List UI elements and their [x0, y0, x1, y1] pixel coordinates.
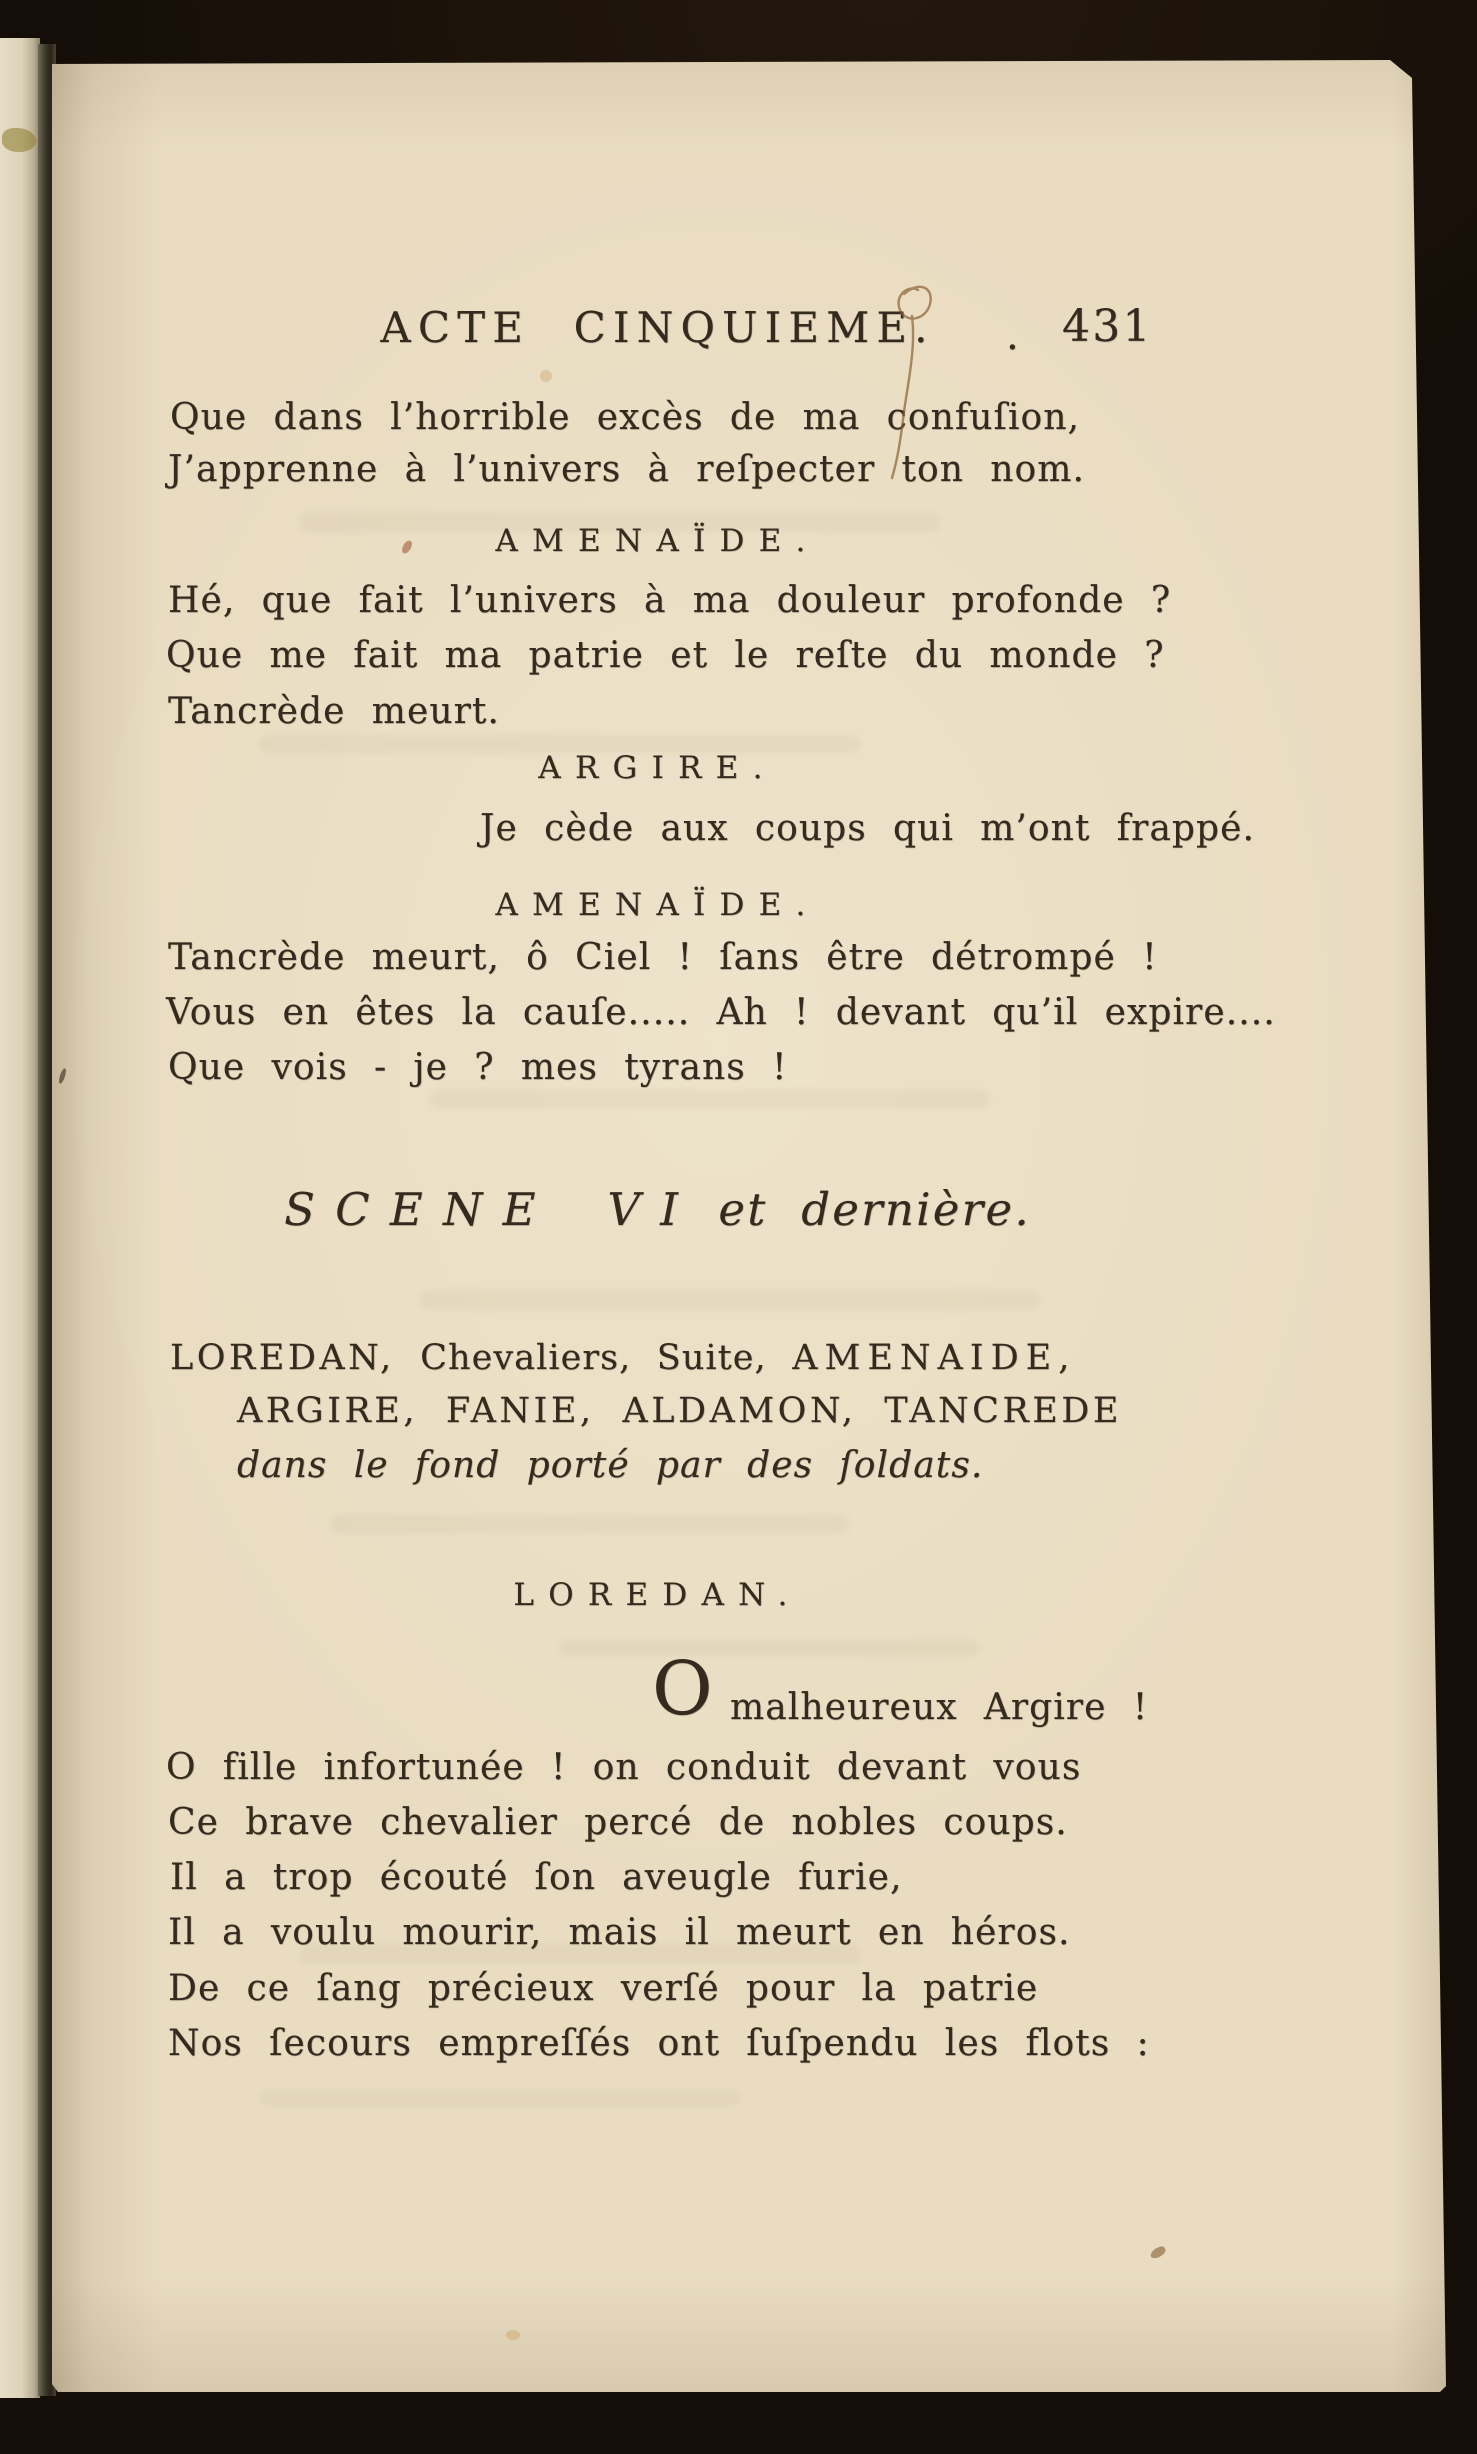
scene-qualifier: et dernière. — [718, 1183, 1031, 1236]
show-through-smudge — [430, 1090, 990, 1108]
cast-roles: Chevaliers, Suite, — [420, 1338, 767, 1378]
verse-line: Tancrède meurt, ô Ciel ! ſans être détrompé ! — [168, 937, 1158, 978]
show-through-smudge — [300, 512, 940, 532]
binding-wear-mark — [2, 128, 36, 152]
verse-line: Que vois - je ? mes tyrans ! — [168, 1047, 788, 1088]
cast-line — [170, 1337, 1076, 1379]
speaker-amenaide: AMENAÏDE. — [495, 887, 820, 923]
verse-line: Il a voulu mourir, mais il meurt en héros. — [168, 1912, 1071, 1953]
cast-line: ARGIRE, FANIE, ALDAMON, TANCREDE — [237, 1391, 1122, 1431]
facing-page-edge — [0, 38, 40, 2398]
verse-line: De ce ſang précieux verſé pour la patrie — [168, 1968, 1039, 2009]
show-through-smudge — [560, 1640, 980, 1656]
show-through-smudge — [420, 1290, 1040, 1310]
cast-name: LOREDAN, — [170, 1338, 395, 1378]
dropcap-initial: O — [652, 1646, 715, 1732]
page-number: 431 — [1062, 301, 1153, 352]
act-heading: ACTE CINQUIEME. — [380, 303, 935, 352]
verse-line: J’apprenne à l’univers à reſpecter ton nom. — [168, 449, 1085, 490]
verse-line: Tancrède meurt. — [168, 691, 500, 732]
verse-line: malheureux Argire ! — [730, 1687, 1149, 1728]
stray-dot: . — [1006, 313, 1020, 359]
paper-stain — [506, 2330, 520, 2340]
speaker-argire: ARGIRE. — [538, 750, 777, 786]
speaker-amenaide: AMENAÏDE. — [495, 523, 820, 559]
verse-line: Hé, que fait l’univers à ma douleur profonde ? — [168, 580, 1172, 621]
speaker-loredan: LOREDAN. — [513, 1577, 802, 1613]
show-through-smudge — [260, 2090, 740, 2106]
show-through-smudge — [260, 735, 860, 753]
paper-stain — [540, 370, 552, 382]
verse-line: Ce brave chevalier percé de nobles coups. — [168, 1802, 1068, 1843]
verse-line: Que me fait ma patrie et le reſte du monde ? — [166, 635, 1165, 676]
verse-line: Nos ſecours empreſſés ont ſuſpendu les flots : — [168, 2023, 1150, 2064]
verse-line: Que dans l’horrible excès de ma confuſion, — [170, 397, 1081, 438]
scene-number: SCENE VI — [284, 1183, 699, 1236]
verse-line: Il a trop écouté ſon aveugle furie, — [170, 1857, 903, 1898]
handwritten-ink-curl — [868, 272, 938, 482]
show-through-smudge — [330, 1515, 850, 1533]
cast-name: AMENAIDE, — [792, 1338, 1077, 1378]
stage-direction: dans le fond porté par des ſoldats. — [237, 1445, 984, 1486]
verse-line: O fille infortunée ! on conduit devant vous — [166, 1747, 1082, 1788]
show-through-smudge — [300, 1945, 860, 1963]
verse-line: Je cède aux coups qui m’ont frappé. — [480, 808, 1256, 849]
verse-line: Vous en êtes la cauſe..... Ah ! devant qu’il expire.... — [166, 992, 1276, 1033]
scene-heading — [170, 1183, 1145, 1237]
